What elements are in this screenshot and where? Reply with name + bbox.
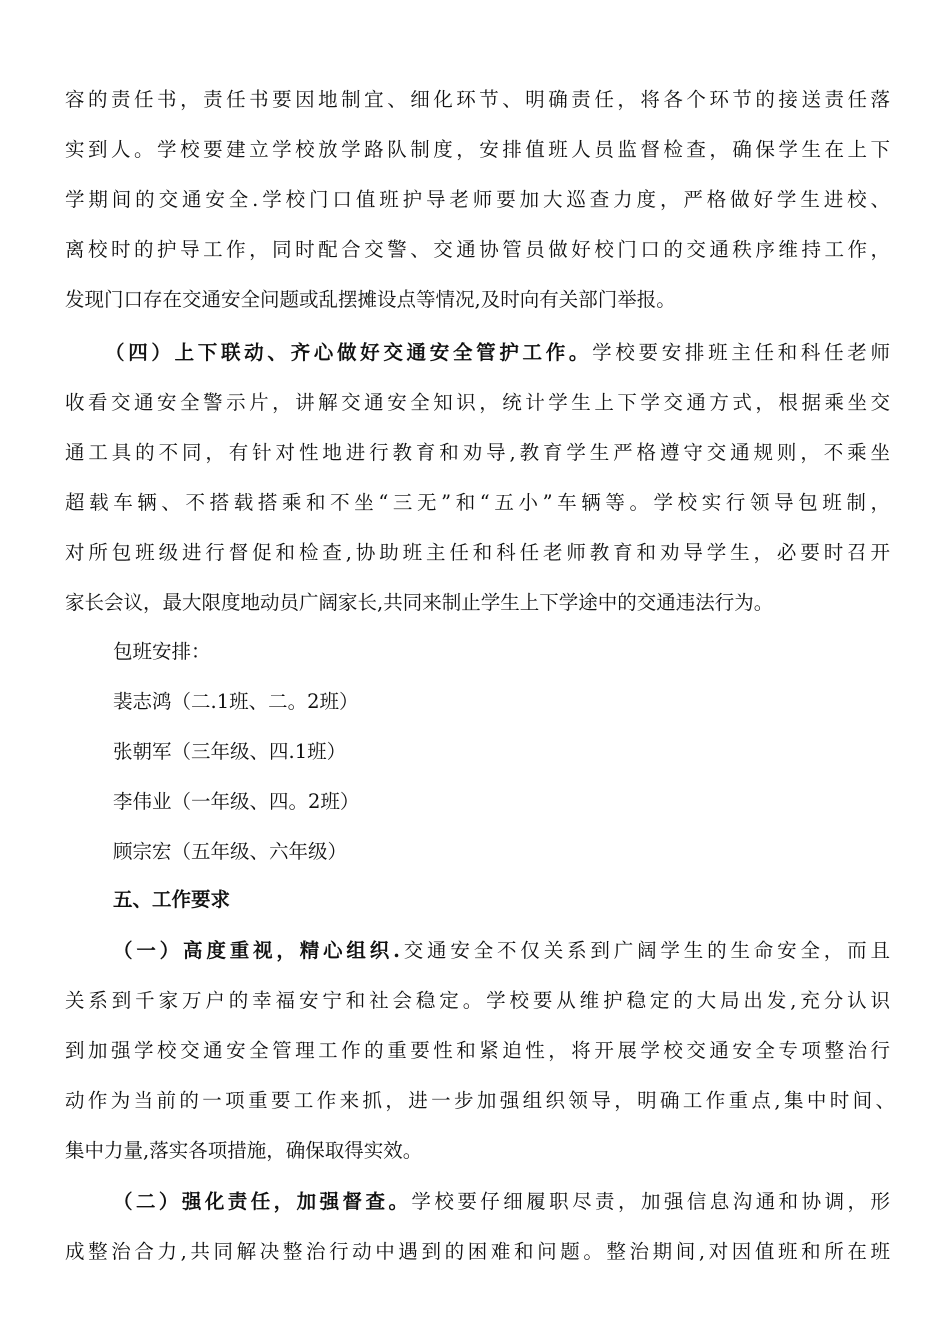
paragraph-line: 实到人。学校要建立学校放学路队制度，安排值班人员监督检查，确保学生在上下 [65,138,890,161]
paragraph-line: 离校时的护导工作，同时配合交警、交通协管员做好校门口的交通秩序维持工作， [65,238,890,261]
paragraph-line: 集中力量,落实各项措施，确保取得实效。 [65,1139,423,1162]
paragraph-line: 到加强学校交通安全管理工作的重要性和紧迫性，将开展学校交通安全专项整治行 [65,1039,890,1062]
section-title: 五、工作要求 [113,888,231,911]
paragraph-line: 超载车辆、不搭载搭乘和不坐“三无”和“五小”车辆等。学校实行领导包班制， [65,491,890,514]
paragraph-line: 对所包班级进行督促和检查,协助班主任和科任老师教育和劝导学生，必要时召开 [65,541,890,564]
paragraph-text: 学校要安排班主任和科任老师 [592,341,890,364]
assignment-item: 李伟业（一年级、四。2班） [113,790,360,813]
assignment-title: 包班安排： [113,640,211,663]
section-heading: （一）高度重视，精心组织. [113,939,400,962]
paragraph-line: 关系到千家万户的幸福安宁和社会稳定。学校要从维护稳定的大局出发,充分认识 [65,989,890,1012]
paragraph-line: 收看交通安全警示片，讲解交通安全知识，统计学生上下学交通方式，根据乘坐交 [65,391,890,414]
paragraph-line: 成整治合力,共同解决整治行动中遇到的困难和问题。整治期间,对因值班和所在班 [65,1240,890,1263]
paragraph-line: 通工具的不同，有针对性地进行教育和劝导,教育学生严格遵守交通规则，不乘坐 [65,441,890,464]
paragraph-text: 学校要仔细履职尽责，加强信息沟通和协调，形 [411,1190,890,1213]
paragraph-line: 动作为当前的一项重要工作来抓，进一步加强组织领导，明确工作重点,集中时间、 [65,1089,895,1112]
paragraph-first-line [105,339,890,367]
paragraph-line: 家长会议，最大限度地动员广阔家长,共同来制止学生上下学途中的交通违法行为。 [65,591,774,614]
paragraph-first-line [113,937,890,965]
paragraph-text: 交通安全不仅关系到广阔学生的生命安全，而且 [399,939,890,962]
assignment-item: 裴志鸿（二.1班、二。2班） [113,690,359,713]
paragraph-line: 容的责任书，责任书要因地制宜、细化环节、明确责任，将各个环节的接送责任落 [65,88,890,111]
assignment-item: 张朝军（三年级、四.1班） [113,740,347,763]
paragraph-line: 发现门口存在交通安全问题或乱摆摊设点等情况,及时向有关部门举报。 [65,288,676,311]
assignment-item: 顾宗宏（五年级、六年级） [113,840,348,863]
section-heading: （二）强化责任，加强督查。 [113,1190,412,1213]
paragraph-first-line [113,1188,890,1216]
paragraph-line: 学期间的交通安全.学校门口值班护导老师要加大巡查力度，严格做好学生进校、 [65,188,890,211]
section-heading: （四）上下联动、齐心做好交通安全管护工作。 [105,341,593,364]
